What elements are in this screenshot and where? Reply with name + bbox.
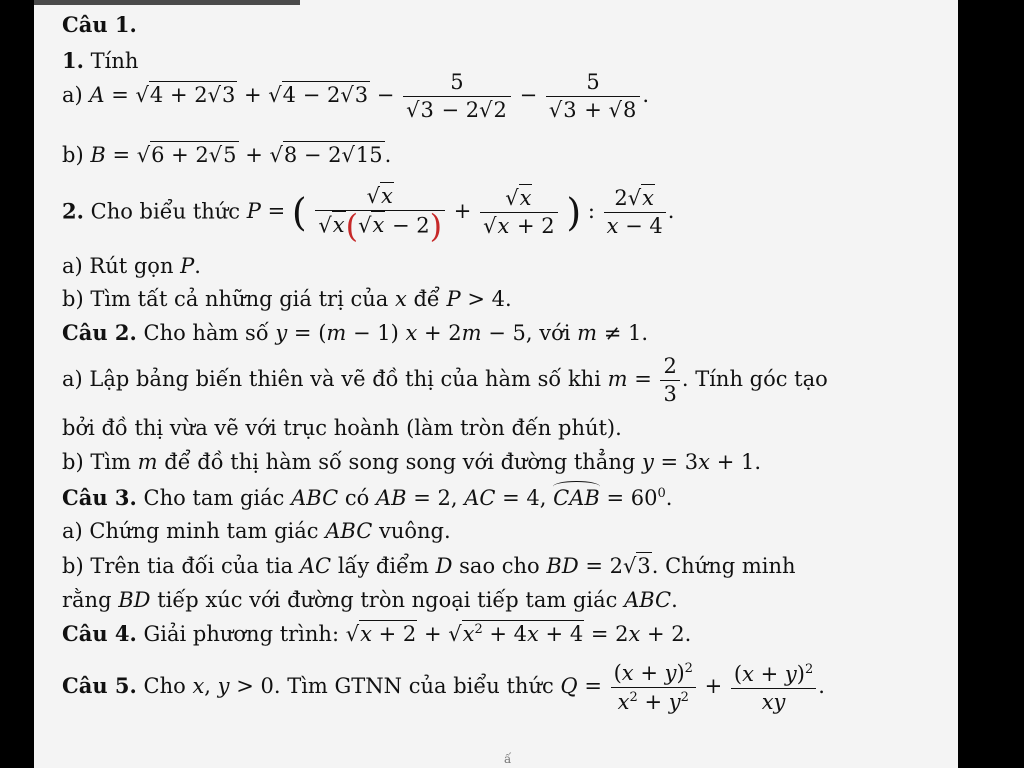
cau2-label: Câu 2. xyxy=(62,320,137,345)
cau2b-text: Tìm xyxy=(90,450,131,474)
cau5-line xyxy=(62,662,825,713)
cau3a-label: a) xyxy=(62,519,83,543)
cau4-label: Câu 4. xyxy=(62,621,137,646)
cau3a-text: Chứng minh tam giác xyxy=(89,519,319,543)
q2-label: 2. xyxy=(62,198,84,224)
cau3b-line2-mid: tiếp xúc với đường tròn ngoại tiếp tam giác xyxy=(157,588,618,612)
cau5-mid: . Tìm GTNN của biểu thức xyxy=(273,674,554,698)
q2b-line xyxy=(62,289,512,310)
cau3b-d: D xyxy=(435,554,453,578)
cau3-label: Câu 3. xyxy=(62,485,137,510)
cau3b-abc2: ABC. xyxy=(624,588,678,612)
q2b-text: Tìm tất cả những giá trị của xyxy=(90,287,389,311)
q1a-label: a) xyxy=(62,83,83,107)
cau5-label: Câu 5. xyxy=(62,673,137,698)
cau3b-label: b) xyxy=(62,554,84,578)
cau2a-line xyxy=(62,356,828,405)
cau2a-text: Lập bảng biến thiên và vẽ đồ thị của hàm số khi xyxy=(89,367,601,391)
cau3-line xyxy=(62,487,672,509)
q2a-math: P. xyxy=(180,254,201,278)
cau4-text: Giải phương trình: xyxy=(143,622,340,646)
cau2-with: , với xyxy=(525,321,571,345)
q2b-label: b) xyxy=(62,287,84,311)
cau3a-abc: ABC xyxy=(325,519,373,543)
cau2b-m: m xyxy=(137,450,158,474)
cau2b-label: b) xyxy=(62,450,84,474)
q2a-text: Rút gọn xyxy=(89,254,174,278)
cau3b-bd2: BD xyxy=(118,588,151,612)
cau4-line xyxy=(62,623,691,645)
cau3-text: Cho tam giác xyxy=(143,486,285,510)
q2b-tail: để xyxy=(413,287,440,311)
cau2-text: Cho hàm số xyxy=(143,321,269,345)
cau2b-line-eq: y = 3x + 1. xyxy=(641,450,761,474)
cau2a-tail: . Tính góc tạo xyxy=(681,367,828,391)
cau2-line xyxy=(62,322,648,344)
cau3b-line xyxy=(62,556,796,577)
cau3b-bd: BD = 2√3 xyxy=(546,554,651,578)
q1a-line xyxy=(62,72,649,121)
cau3b-line2-pre: rằng xyxy=(62,588,112,612)
q2b-math: P > 4. xyxy=(446,287,512,311)
cau5-text: Cho xyxy=(143,674,186,698)
cau3b-ac: AC xyxy=(299,554,332,578)
cau2b-mid: để đồ thị hàm số song song với đường thẳng xyxy=(164,450,636,474)
document-page xyxy=(34,0,958,768)
cau2a-label: a) xyxy=(62,367,83,391)
cau3b-mid: lấy điểm xyxy=(337,554,429,578)
cau4-equation: $√x + 2 + √x^2 + 4x + 4 = 2x + 2$. xyxy=(345,622,692,646)
cau2-function: y = (m − 1) x + 2m − 5 xyxy=(275,321,526,345)
q2-text: Cho biểu thức xyxy=(90,199,241,224)
heading-cau-1: Câu 1. xyxy=(62,12,137,37)
bottom-cut-text: ấ xyxy=(504,752,512,766)
cau3b-line2 xyxy=(62,590,678,611)
cau3-data: AB = 2, AC = 4, CAB = $60^0$. xyxy=(375,486,673,510)
expr-B: B = √6 + 2√5 + √8 − 2√15. xyxy=(90,143,392,167)
q2a-line xyxy=(62,256,201,277)
cau3a-tail: vuông. xyxy=(378,519,451,543)
cau2a-line2: bởi đồ thị vừa vẽ với trục hoành (làm tròn đến phút). xyxy=(62,416,622,440)
q1b-line xyxy=(62,145,391,166)
q2a-label: a) xyxy=(62,254,83,278)
cau2b-line xyxy=(62,452,761,473)
cau3b-text: Trên tia đối của tia xyxy=(90,554,294,578)
q1b-label: b) xyxy=(62,143,84,167)
cau2-condition: m ≠ 1. xyxy=(577,321,649,345)
cau3-co: có xyxy=(344,486,370,510)
expr-P: P = ( $\frac{√x}{√x(√x - 2)}$ + $\frac{√x}{√x + 2}$ ) : $\frac{2√x}{x - 4}$ . xyxy=(246,184,675,245)
q1-line xyxy=(62,50,138,72)
q1-text: Tính xyxy=(90,49,139,73)
cau3b-tail: . Chứng minh xyxy=(651,554,796,578)
cau3b-mid2: sao cho xyxy=(459,554,540,578)
cau5-cond: x, y > 0 xyxy=(192,674,274,698)
cau3a-line xyxy=(62,521,451,542)
cau2a-math: m = $\frac{2}{3}$ xyxy=(608,367,682,391)
q1-label: 1. xyxy=(62,48,84,73)
cau5-expr-Q: Q = $\frac{(x + y)^2}{x^2 + y^2}$ + $\frac{(x + y)^2}{xy}$ . xyxy=(560,661,825,714)
q2b-math-x: x xyxy=(394,287,407,311)
cau3-abc: ABC xyxy=(291,486,339,510)
top-edge-bar xyxy=(34,0,300,5)
expr-A: A = √4 + 2√3 + √4 − 2√3 − $\frac{5}{√3 - 2√2}$ − $\frac{5}{√3 + √8}$ . xyxy=(89,70,650,122)
q2-line xyxy=(62,184,675,245)
